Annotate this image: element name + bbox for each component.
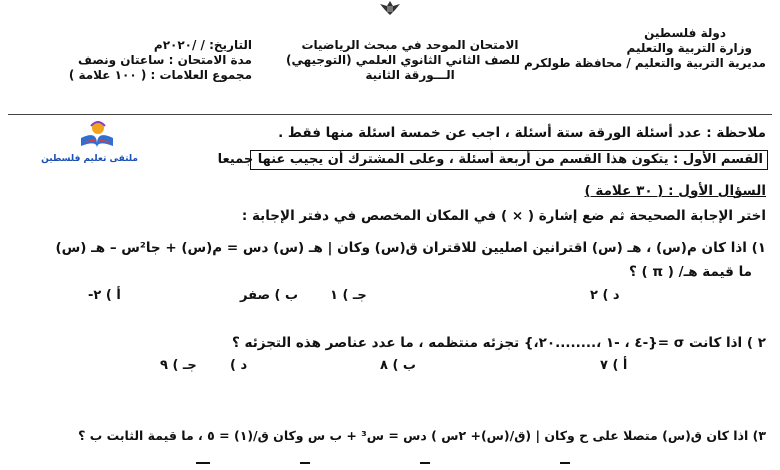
q2-option-c[interactable]: جـ ) ٩ <box>160 358 197 373</box>
question-1-text-line2: ما قيمة هـ/ ( π ) ؟ <box>629 264 752 280</box>
exam-paper: الـــورقة الثانية <box>365 68 455 82</box>
q1-option-a[interactable]: أ ) ٢- <box>88 288 121 303</box>
header-center <box>285 38 520 83</box>
exam-grade: للصف الثاني الثانوي العلمي (التوجيهي) <box>285 53 520 67</box>
q2-option-d[interactable]: د ) <box>230 358 248 373</box>
section-one-box <box>217 150 768 170</box>
q1-option-b[interactable]: ب ) صفر <box>240 288 299 303</box>
q2-option-b[interactable]: ب ) ٨ <box>380 358 416 373</box>
q1-option-c[interactable]: جـ ) ١ <box>330 288 367 303</box>
header-right <box>524 26 766 71</box>
exam-title: الامتحان الموحد في مبحث الرياضيات <box>301 38 519 52</box>
question-2-text: ٢ ) اذا كانت σ ={-٤ ، -١ ،........٢٠،} تجزئه منتظمه ، ما عدد عناصر هذه التجزئه ؟ <box>232 335 766 351</box>
q1-option-d[interactable]: د ) ٢ <box>590 288 620 303</box>
question-one-title: السؤال الأول : ( ٣٠ علامة ) <box>584 183 766 199</box>
site-logo <box>41 120 138 172</box>
instruction-text: اختر الإجابة الصحيحة ثم ضع إشارة ( × ) في المكان المخصص في دفتر الإجابة : <box>241 208 766 224</box>
logo-caption: ملتقى تعليم فلسطين <box>41 154 138 164</box>
section-one-text: القسم الأول : يتكون هذا القسم من أربعة أسئلة ، وعلى المشترك أن يجيب عنها جميعا <box>217 152 763 167</box>
book-icon <box>77 120 117 150</box>
q3-options-cutoff <box>0 460 780 470</box>
exam-note: ملاحظة : عدد أسئلة الورقة ستة أسئلة ، اجب عن خمسة اسئلة منها فقط . <box>278 125 766 141</box>
header-directorate: مديرية التربية والتعليم / محافظة طولكرم <box>524 56 766 70</box>
exam-duration: مدة الامتحان : ساعتان ونصف <box>78 53 252 67</box>
question-1-text: ١) اذا كان م(س) ، هـ (س) اقترانين اصليين للاقتران ق(س) وكان | هـ (س) دس = م(س) + جا²س – هـ (س) <box>55 240 766 256</box>
header-left <box>52 38 252 83</box>
q2-option-a[interactable]: أ ) ٧ <box>600 358 628 373</box>
header-country: دولة فلسطين <box>644 26 726 40</box>
exam-date: التاريخ: / /٢٠٢٠م <box>153 38 252 52</box>
header-divider <box>8 114 772 115</box>
header-ministry: وزارة التربية والتعليم <box>626 41 752 55</box>
question-3-text: ٣) اذا كان ق(س) متصلا على ح وكان | (ق/(س)+ ٢س ) دس = س³ + ب س وكان ق/(١) = ٥ ، ما قيمة الثابت ب ؟ <box>78 428 766 443</box>
emblem-icon <box>378 0 402 16</box>
exam-total-marks: مجموع العلامات : ( ١٠٠ علامة ) <box>68 68 252 82</box>
